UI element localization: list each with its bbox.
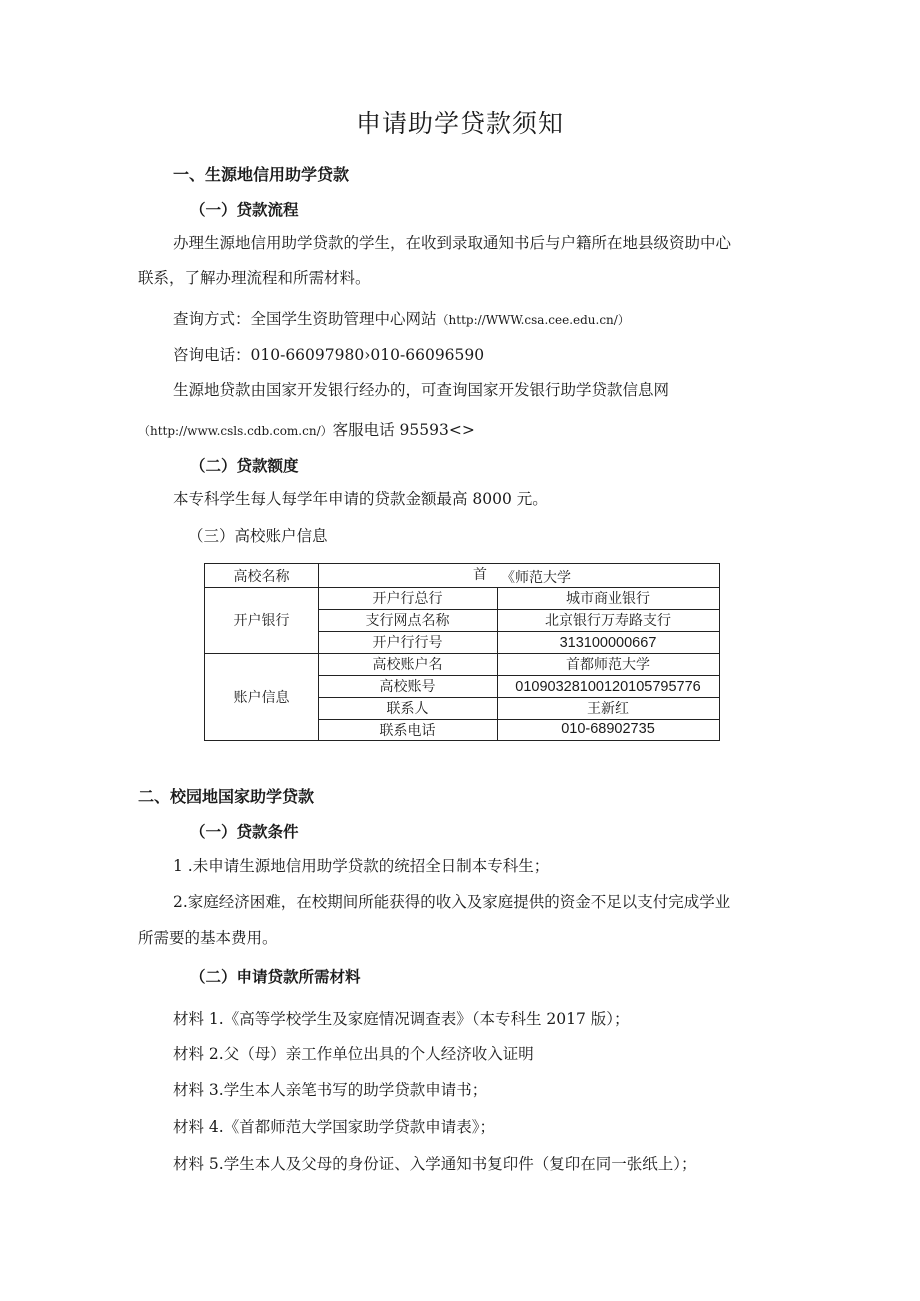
table-row-label: 高校账户名 — [372, 657, 443, 673]
table-row-label: 高校账号 — [379, 679, 436, 695]
table-row-label: 开户行总行 — [372, 591, 443, 607]
table-row-value: 313100000667 — [559, 635, 657, 651]
section2-sub1-heading: （一）贷款条件 — [190, 823, 299, 841]
table-row-label: 支行网点名称 — [365, 613, 450, 629]
section2-sub2-heading: （二）申请贷款所需材料 — [190, 968, 361, 986]
table-group-account: 账户信息 — [233, 689, 290, 706]
table-row-value: 王新红 — [587, 701, 629, 717]
table-row-label: 联系人 — [386, 701, 429, 717]
condition-item-continued: 所需要的基本费用。 — [138, 929, 278, 947]
section1-paragraph-line: 办理生源地信用助学贷款的学生，在收到录取通知书后与户籍所在地县级资助中心 — [173, 234, 732, 252]
condition-item: 1 .未申请生源地信用助学贷款的统招全日制本专科生； — [173, 857, 550, 875]
cdb-service-phone: 客服电话 95593<> — [332, 421, 475, 439]
school-name-value-part2: 《师范大学 — [501, 569, 571, 586]
material-item: 材料 3.学生本人亲笔书写的助学贷款申请书； — [173, 1081, 488, 1099]
cdb-info — [138, 420, 475, 441]
table-row-value: 城市商业银行 — [566, 591, 650, 607]
cdb-url: （http://www.csls.cdb.com.cn/） — [138, 424, 333, 438]
table-row-value: 首都师范大学 — [566, 657, 650, 673]
table-row-value: 010-68902735 — [561, 720, 655, 737]
section1-sub2-heading: （二）贷款额度 — [190, 457, 299, 475]
query-method — [173, 309, 630, 330]
section2-heading: 二、校园地国家助学贷款 — [138, 787, 315, 806]
school-name-value-part1: 首 — [473, 567, 487, 583]
table-row-label: 联系电话 — [379, 722, 436, 739]
table-row-label: 开户行行号 — [372, 635, 443, 651]
account-info-table — [204, 563, 720, 741]
loan-amount-text: 本专科学生每人每学年申请的贷款金额最高 8000 元。 — [173, 490, 548, 508]
material-item: 材料 4.《首都师范大学国家助学贷款申请表》； — [173, 1118, 495, 1136]
condition-item: 2.家庭经济困难，在校期间所能获得的收入及家庭提供的资金不足以支付完成学业 — [173, 893, 731, 911]
material-item: 材料 5.学生本人及父母的身份证、入学通知书复印件（复印在同一张纸上）； — [173, 1155, 697, 1173]
table-row-label-school-name: 高校名称 — [233, 568, 290, 585]
section1-paragraph-line: 生源地贷款由国家开发银行经办的，可查询国家开发银行助学贷款信息网 — [173, 381, 670, 399]
material-item: 材料 2.父（母）亲工作单位出具的个人经济收入证明 — [173, 1045, 534, 1063]
material-item: 材料 1.《高等学校学生及家庭情况调查表》（本专科生 2017 版）； — [173, 1010, 630, 1028]
section1-sub3-heading: （三）高校账户信息 — [188, 527, 328, 545]
section1-sub1-heading: （一）贷款流程 — [190, 201, 299, 219]
section1-paragraph-line: 联系，了解办理流程和所需材料。 — [138, 269, 371, 287]
query-url: （http://WWW.csa.cee.edu.cn/） — [436, 313, 630, 327]
table-group-bank: 开户银行 — [233, 613, 290, 629]
page-title: 申请助学贷款须知 — [355, 109, 564, 138]
table-row-value: 01090328100120105795776 — [515, 679, 701, 695]
section1-heading: 一、生源地信用助学贷款 — [173, 165, 350, 184]
query-label: 查询方式：全国学生资助管理中心网站 — [173, 310, 437, 328]
consult-phone: 咨询电话：010-66097980›010-66096590 — [173, 346, 485, 364]
table-row-value: 北京银行万寿路支行 — [545, 613, 671, 629]
